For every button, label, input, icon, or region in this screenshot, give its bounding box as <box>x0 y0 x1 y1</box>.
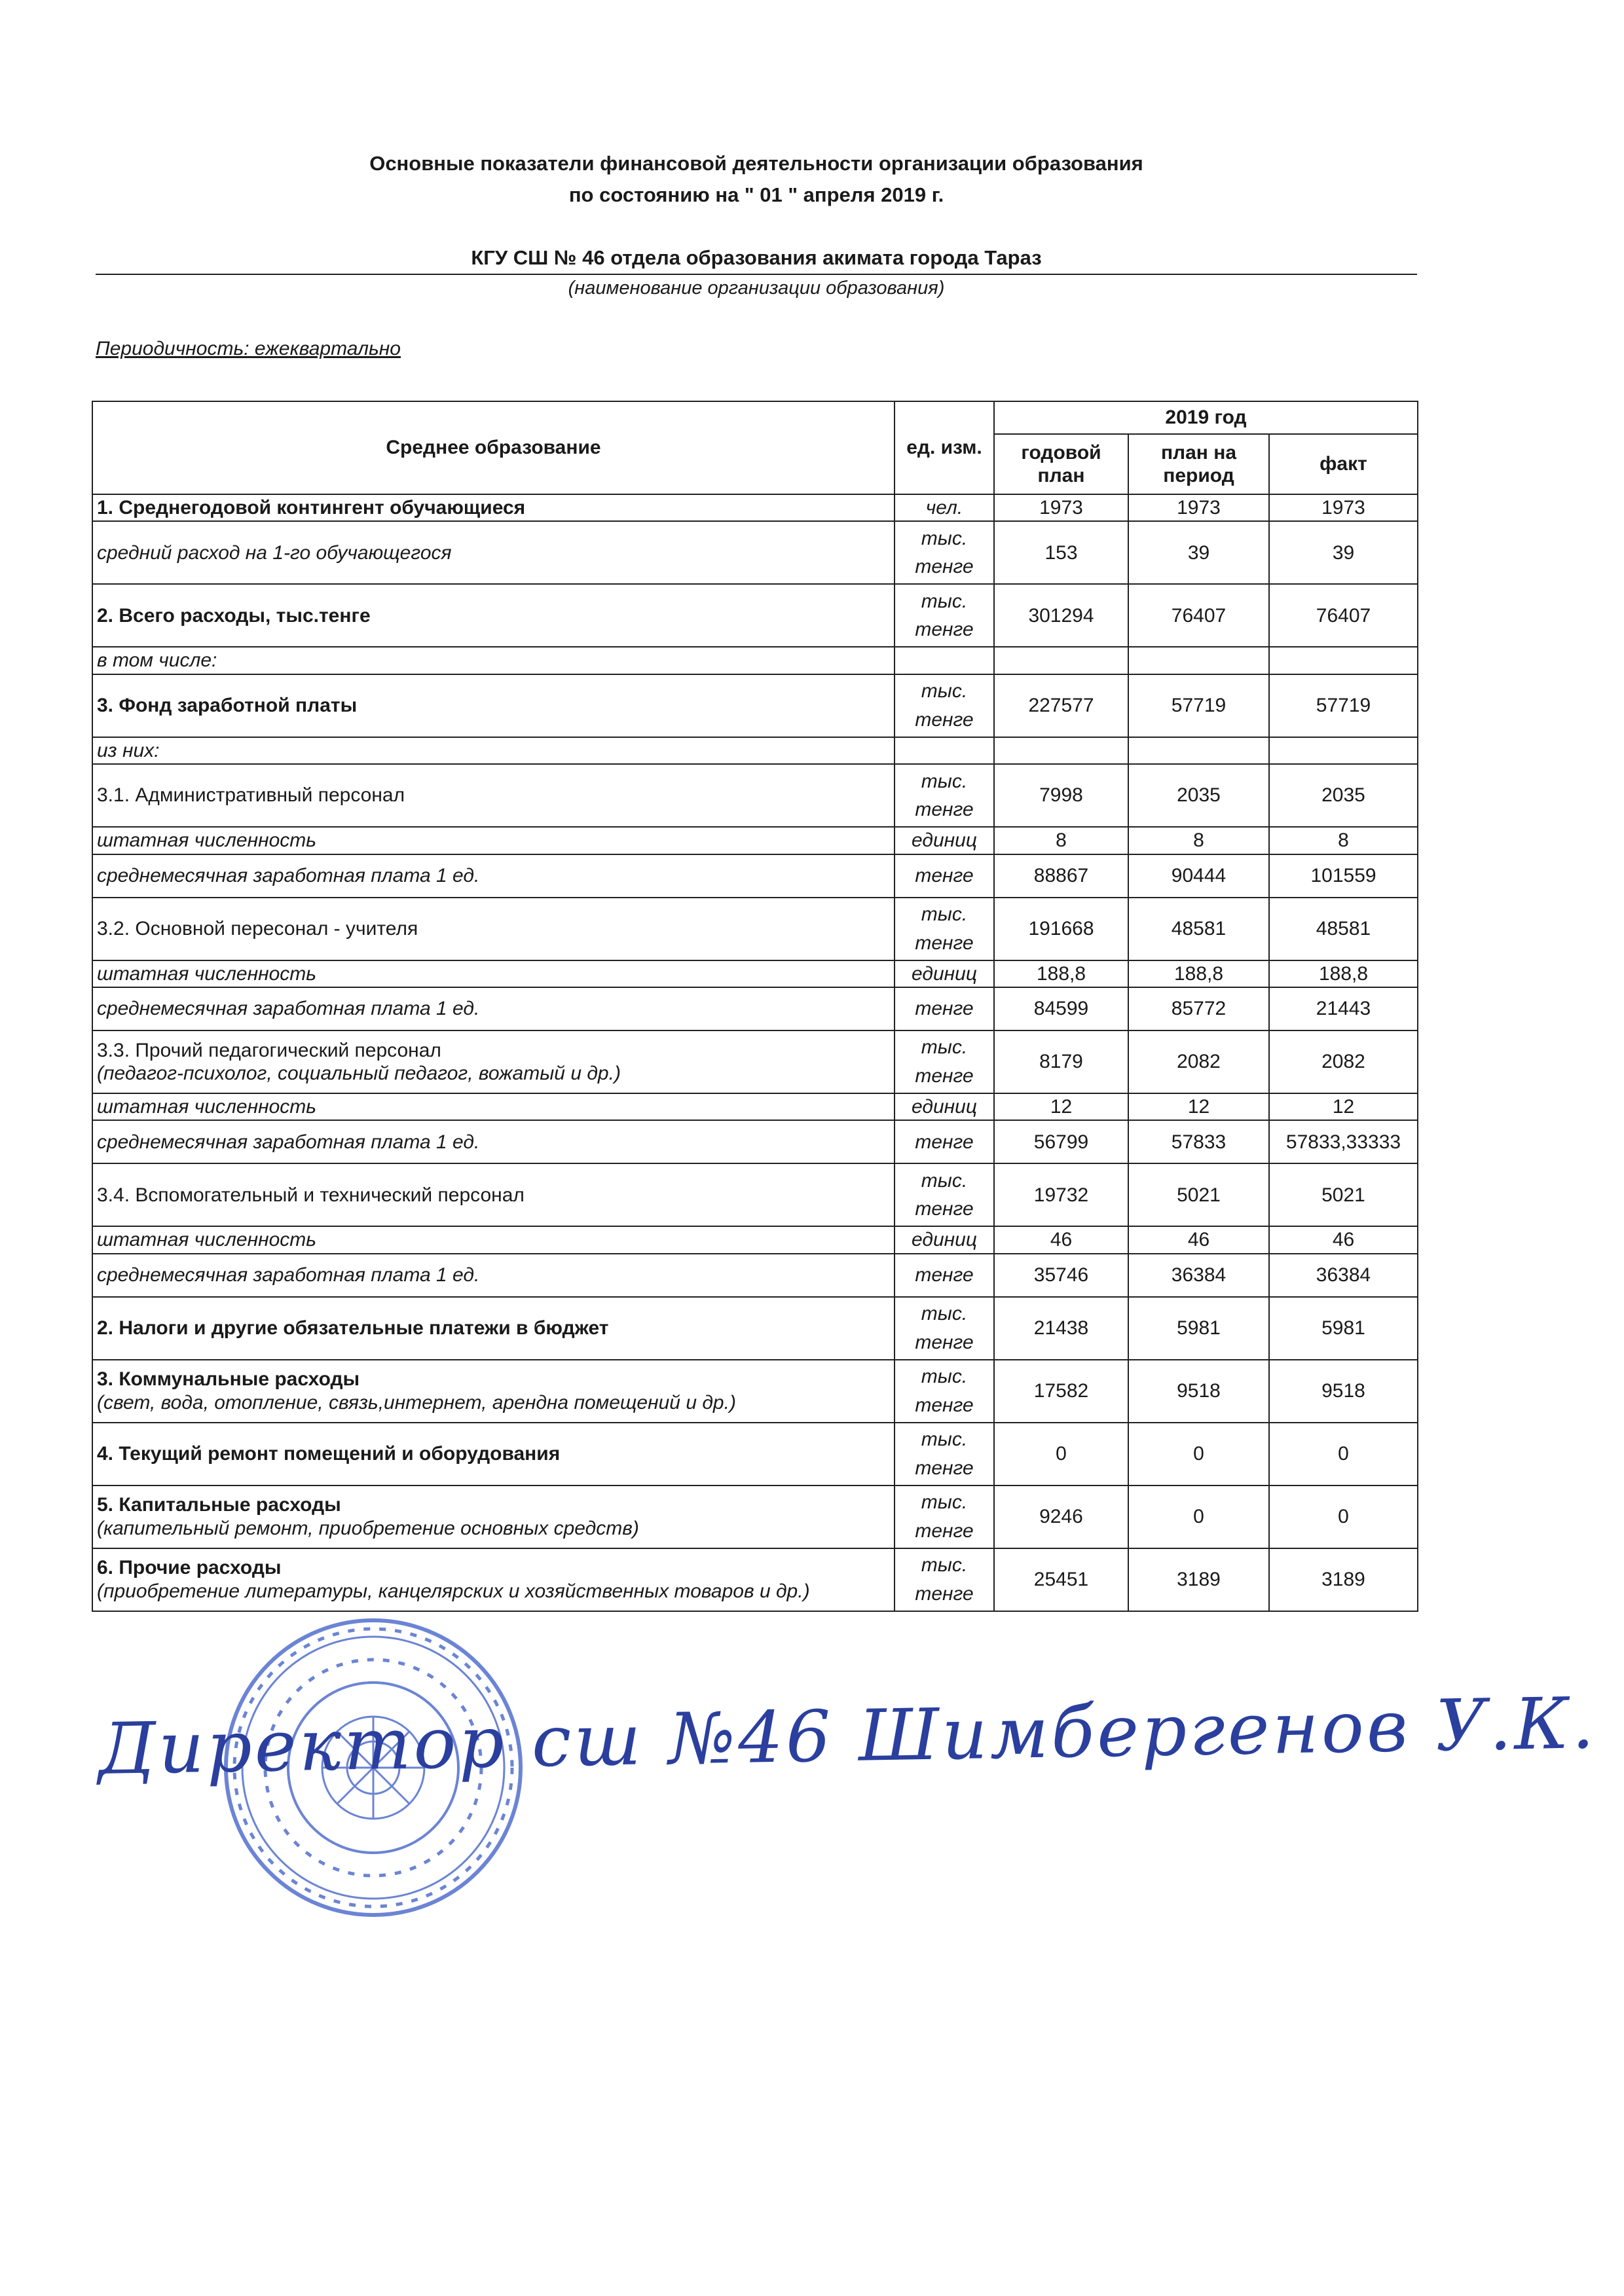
unit-cell: тыс. тенге <box>895 1423 994 1485</box>
row-name-cell <box>92 1120 895 1163</box>
table-row <box>92 647 1418 674</box>
unit-cell: единиц <box>895 1226 994 1253</box>
period-plan-cell: 0 <box>1128 1485 1269 1548</box>
unit-cell: тыс. тенге <box>895 764 994 827</box>
annual-plan-cell: 0 <box>994 1423 1128 1485</box>
table-row <box>92 1030 1418 1093</box>
table-row <box>92 827 1418 854</box>
period-plan-cell: 8 <box>1128 827 1269 854</box>
period-plan-cell: 3189 <box>1128 1548 1269 1611</box>
period-plan-cell: 5021 <box>1128 1163 1269 1226</box>
unit-cell: единиц <box>895 960 994 987</box>
row-name-cell <box>92 1548 895 1611</box>
row-name: 3.3. Прочий педагогический персонал <box>97 1039 441 1061</box>
unit-cell: тенге <box>895 987 994 1030</box>
period-plan-cell: 39 <box>1128 521 1269 584</box>
unit-cell: тыс. тенге <box>895 898 994 960</box>
annual-plan-cell: 25451 <box>994 1548 1128 1611</box>
annual-plan-cell: 12 <box>994 1093 1128 1120</box>
fact-cell: 39 <box>1269 521 1418 584</box>
row-note: (свет, вода, отопление, связь,интернет, арендна помещений и др.) <box>97 1391 736 1413</box>
row-name-cell <box>92 898 895 960</box>
row-name: 2. Налоги и другие обязательные платежи в бюджет <box>97 1317 609 1339</box>
row-name-cell <box>92 960 895 987</box>
annual-plan-cell: 153 <box>994 521 1128 584</box>
row-name: из них: <box>97 739 160 761</box>
period-plan-cell: 2082 <box>1128 1030 1269 1093</box>
row-name: среднемесячная заработная плата 1 ед. <box>97 1264 480 1286</box>
row-name-cell <box>92 854 895 898</box>
annual-plan-cell: 227577 <box>994 674 1128 737</box>
annual-plan-cell: 21438 <box>994 1297 1128 1360</box>
table-row <box>92 1297 1418 1360</box>
annual-plan-cell: 88867 <box>994 854 1128 898</box>
table-row <box>92 764 1418 827</box>
annual-plan-cell <box>994 737 1128 764</box>
period-plan-cell: 188,8 <box>1128 960 1269 987</box>
row-name: 4. Текущий ремонт помещений и оборудования <box>97 1443 561 1465</box>
table-row <box>92 1226 1418 1253</box>
annual-plan-cell: 301294 <box>994 584 1128 647</box>
row-name-cell <box>92 1093 895 1120</box>
period-plan-cell: 1973 <box>1128 494 1269 521</box>
row-name: среднемесячная заработная плата 1 ед. <box>97 864 480 886</box>
annual-plan-cell: 9246 <box>994 1485 1128 1548</box>
row-name-cell <box>92 521 895 584</box>
period-plan-cell: 48581 <box>1128 898 1269 960</box>
period-plan-cell: 57719 <box>1128 674 1269 737</box>
row-name: штатная численность <box>97 1229 317 1251</box>
fact-cell: 8 <box>1269 827 1418 854</box>
annual-plan-cell: 8 <box>994 827 1128 854</box>
row-note: (капительный ремонт, приобретение основных средств) <box>97 1517 639 1539</box>
unit-cell: тыс. тенге <box>895 1030 994 1093</box>
header-section: Среднее образование <box>92 401 895 494</box>
fact-cell: 2035 <box>1269 764 1418 827</box>
annual-plan-cell: 8179 <box>994 1030 1128 1093</box>
row-name: 3.2. Основной пересонал - учителя <box>97 917 418 939</box>
fact-cell: 48581 <box>1269 898 1418 960</box>
row-name-cell <box>92 764 895 827</box>
period-plan-cell: 9518 <box>1128 1360 1269 1423</box>
row-name: в том числе: <box>97 649 217 672</box>
fact-cell: 57719 <box>1269 674 1418 737</box>
table-row <box>92 1360 1418 1423</box>
row-name: штатная численность <box>97 1095 317 1118</box>
header-unit: ед. изм. <box>895 401 994 494</box>
unit-cell: тенге <box>895 1120 994 1163</box>
row-name-cell <box>92 494 895 521</box>
fact-cell <box>1269 737 1418 764</box>
unit-cell: тыс. тенге <box>895 584 994 647</box>
unit-cell: тенге <box>895 854 994 898</box>
period-plan-cell: 0 <box>1128 1423 1269 1485</box>
row-name-cell <box>92 1254 895 1297</box>
row-name-cell <box>92 1226 895 1253</box>
annual-plan-cell: 46 <box>994 1226 1128 1253</box>
unit-cell: тенге <box>895 1254 994 1297</box>
unit-cell: единиц <box>895 1093 994 1120</box>
document-title: Основные показатели финансовой деятельности организации образования <box>369 152 1143 175</box>
fact-cell: 188,8 <box>1269 960 1418 987</box>
director-signature: Директор сш №46 Шимбергенов У.К. <box>98 1683 1598 1791</box>
row-name-cell <box>92 647 895 674</box>
row-name: 3.1. Административный персонал <box>97 784 405 807</box>
table-row <box>92 898 1418 960</box>
row-name-cell <box>92 737 895 764</box>
table-row <box>92 1548 1418 1611</box>
fact-cell: 12 <box>1269 1093 1418 1120</box>
unit-cell: тыс. тенге <box>895 1485 994 1548</box>
fact-cell: 5021 <box>1269 1163 1418 1226</box>
table-row <box>92 1163 1418 1226</box>
row-name: 3. Коммунальные расходы <box>97 1368 360 1391</box>
period-plan-cell: 57833 <box>1128 1120 1269 1163</box>
row-name: 3. Фонд заработной платы <box>97 695 358 717</box>
table-row <box>92 1093 1418 1120</box>
fact-cell <box>1269 647 1418 674</box>
fact-cell: 46 <box>1269 1226 1418 1253</box>
unit-cell: тыс. тенге <box>895 1163 994 1226</box>
table-row <box>92 521 1418 584</box>
table-row <box>92 1120 1418 1163</box>
table-row <box>92 960 1418 987</box>
row-name-cell <box>92 584 895 647</box>
row-name: штатная численность <box>97 829 317 852</box>
fact-cell: 57833,33333 <box>1269 1120 1418 1163</box>
fact-cell: 101559 <box>1269 854 1418 898</box>
row-name: 6. Прочие расходы <box>97 1557 282 1579</box>
row-name: штатная численность <box>97 962 317 985</box>
row-name: 1. Среднегодовой контингент обучающиеся <box>97 497 526 519</box>
annual-plan-cell: 1973 <box>994 494 1128 521</box>
row-name: 3.4. Вспомогательный и технический персонал <box>97 1184 525 1206</box>
table-row <box>92 1485 1418 1548</box>
table-row <box>92 987 1418 1030</box>
period-plan-cell: 5981 <box>1128 1297 1269 1360</box>
table-row <box>92 584 1418 647</box>
row-name: средний расход на 1-го обучающегося <box>97 541 452 564</box>
unit-cell: тыс. тенге <box>895 1297 994 1360</box>
period-plan-cell: 12 <box>1128 1093 1269 1120</box>
annual-plan-cell: 17582 <box>994 1360 1128 1423</box>
annual-plan-cell: 7998 <box>994 764 1128 827</box>
table-row <box>92 494 1418 521</box>
table-row <box>92 737 1418 764</box>
row-name-cell <box>92 1423 895 1485</box>
document-date-line: по состоянию на " 01 " апреля 2019 г. <box>568 183 944 206</box>
table-row <box>92 1254 1418 1297</box>
fact-cell: 21443 <box>1269 987 1418 1030</box>
table-row <box>92 674 1418 737</box>
organization-underline <box>96 274 1417 275</box>
table-row <box>92 1423 1418 1485</box>
fact-cell: 3189 <box>1269 1548 1418 1611</box>
fact-cell: 2082 <box>1269 1030 1418 1093</box>
period-plan-cell: 90444 <box>1128 854 1269 898</box>
annual-plan-cell: 84599 <box>994 987 1128 1030</box>
period-plan-cell <box>1128 647 1269 674</box>
annual-plan-cell: 19732 <box>994 1163 1128 1226</box>
row-name: 2. Всего расходы, тыс.тенге <box>97 604 371 627</box>
row-name-cell <box>92 1163 895 1226</box>
annual-plan-cell <box>994 647 1128 674</box>
header-fact: факт <box>1269 434 1418 494</box>
organization-caption: (наименование организации образования) <box>568 278 945 299</box>
row-name-cell <box>92 674 895 737</box>
period-plan-cell: 85772 <box>1128 987 1269 1030</box>
row-name-cell <box>92 827 895 854</box>
table-row <box>92 854 1418 898</box>
period-plan-cell: 76407 <box>1128 584 1269 647</box>
header-period-plan: план на период <box>1128 434 1269 494</box>
fact-cell: 5981 <box>1269 1297 1418 1360</box>
row-name-cell <box>92 1297 895 1360</box>
annual-plan-cell: 35746 <box>994 1254 1128 1297</box>
header-year: 2019 год <box>994 401 1418 434</box>
fact-cell: 36384 <box>1269 1254 1418 1297</box>
unit-cell: чел. <box>895 494 994 521</box>
fact-cell: 9518 <box>1269 1360 1418 1423</box>
period-plan-cell: 46 <box>1128 1226 1269 1253</box>
unit-cell: тыс. тенге <box>895 674 994 737</box>
unit-cell <box>895 737 994 764</box>
unit-cell: тыс. тенге <box>895 1360 994 1423</box>
row-name-cell <box>92 1030 895 1093</box>
row-name-cell <box>92 987 895 1030</box>
period-plan-cell <box>1128 737 1269 764</box>
unit-cell <box>895 647 994 674</box>
row-name: 5. Капитальные расходы <box>97 1494 341 1516</box>
fact-cell: 1973 <box>1269 494 1418 521</box>
annual-plan-cell: 56799 <box>994 1120 1128 1163</box>
row-name-cell <box>92 1360 895 1423</box>
organization-name: КГУ СШ № 46 отдела образования акимата города Тараз <box>471 246 1042 269</box>
annual-plan-cell: 188,8 <box>994 960 1128 987</box>
fact-cell: 76407 <box>1269 584 1418 647</box>
header-annual-plan: годовой план <box>994 434 1128 494</box>
row-name: среднемесячная заработная плата 1 ед. <box>97 1131 480 1153</box>
period-plan-cell: 2035 <box>1128 764 1269 827</box>
row-name-cell <box>92 1485 895 1548</box>
financial-indicators-table <box>92 401 1418 1612</box>
row-note: (педагог-психолог, социальный педагог, вожатый и др.) <box>97 1062 621 1084</box>
unit-cell: тыс. тенге <box>895 1548 994 1611</box>
fact-cell: 0 <box>1269 1423 1418 1485</box>
unit-cell: единиц <box>895 827 994 854</box>
unit-cell: тыс. тенге <box>895 521 994 584</box>
period-plan-cell: 36384 <box>1128 1254 1269 1297</box>
row-note: (приобретение литературы, канцелярских и хозяйственных товаров и др.) <box>97 1580 810 1602</box>
fact-cell: 0 <box>1269 1485 1418 1548</box>
row-name: среднемесячная заработная плата 1 ед. <box>97 998 480 1020</box>
periodicity-label: Периодичность: ежеквартально <box>96 338 401 359</box>
annual-plan-cell: 191668 <box>994 898 1128 960</box>
